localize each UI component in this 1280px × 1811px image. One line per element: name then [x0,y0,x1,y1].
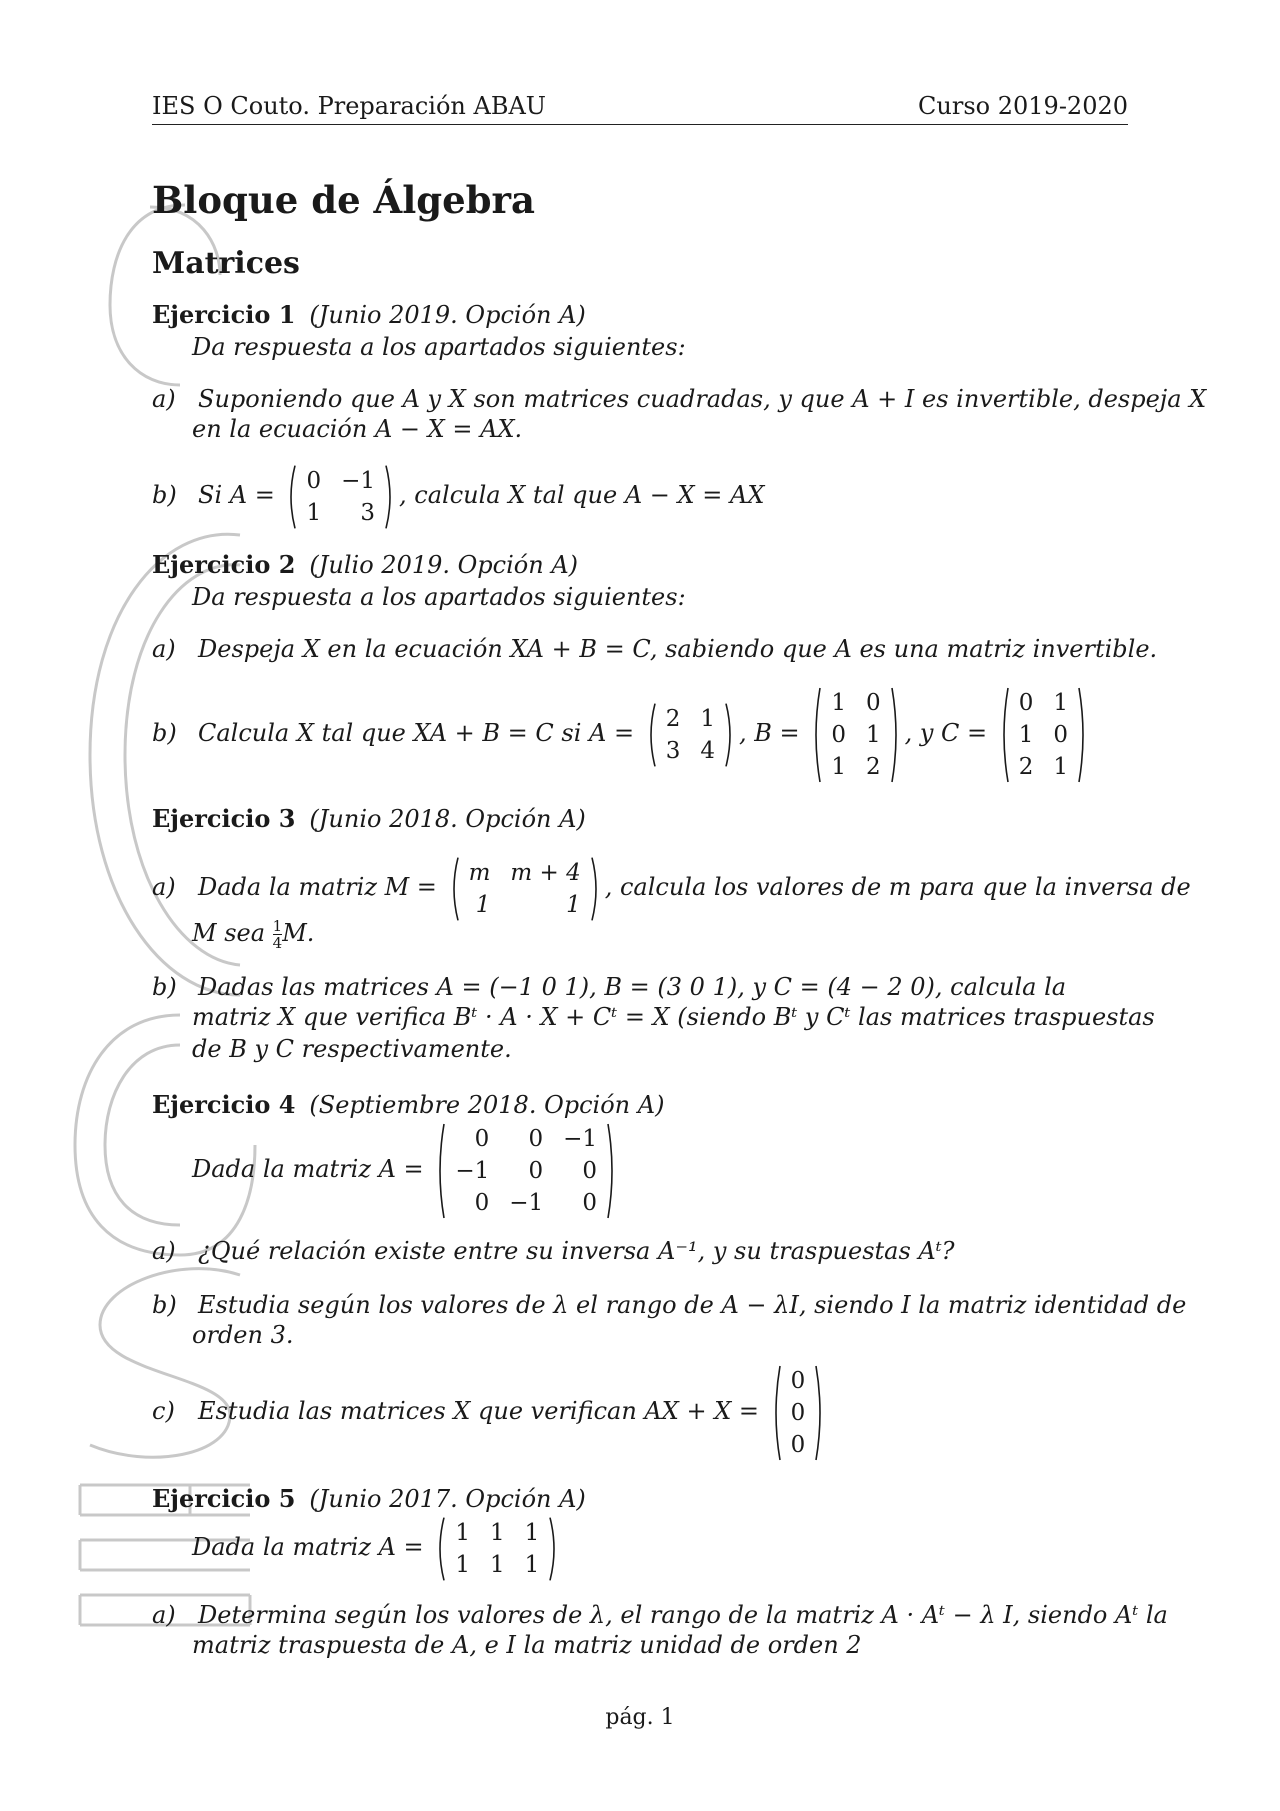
matrix-entry: 2 [665,705,681,732]
matrix-row [296,465,385,497]
matrix-a [435,1123,617,1219]
matrix-entry: 1 [831,689,846,716]
exercise-3-b-cont: matriz X que verifica Bᵗ · A · X + Cᵗ = X (siendo Bᵗ y Cᵗ las matrices traspuestas [192,1003,1155,1031]
matrix-row [781,1365,816,1397]
item-text: Dadas las matrices A = (−1 0 1), B = (3 0 1), y C = (4 − 2 0), calcula la [198,973,1067,1001]
matrix-entry: 1 [489,1551,505,1578]
matrix-entry: 0 [790,1431,806,1458]
matrix-entry: −1 [341,467,376,494]
header-school: IES O Couto. Preparación ABAU [152,92,547,120]
matrix-entry: 2 [1018,753,1034,780]
matrix-row [656,735,725,767]
exercise-1-a-cont: en la ecuación A − X = AX. [192,415,523,443]
matrix-row [1009,719,1078,751]
item-text: Estudia según los valores de λ el rango de A − λI, siendo I la matriz identidad de [198,1291,1187,1319]
item-text: Calcula X tal que XA + B = C si A = [198,719,635,747]
matrix-entry: 1 [455,1519,470,1546]
exercise-1-intro: Da respuesta a los apartados siguientes: [192,333,686,361]
matrix-row [1009,751,1078,783]
item-text: Si A = [198,481,275,509]
matrix-row [445,1187,607,1219]
page-title: Bloque de Álgebra [152,178,536,222]
matrix-body [445,1517,549,1581]
item-label: b) [152,481,177,509]
matrix-row [459,857,591,889]
item-text: Dada la matriz M = [198,873,437,901]
matrix-entry: m + 4 [510,859,581,886]
matrix-entry: 0 [790,1399,806,1426]
matrix-body [459,857,591,921]
matrix-entry: 3 [360,499,376,526]
item-text: , calcula los valores de m para que la inversa de [604,873,1191,901]
exercise-label: Ejercicio 1 [152,300,296,329]
exercise-1-heading [152,300,586,330]
exercise-source: (Septiembre 2018. Opción A) [309,1091,665,1119]
matrix-entry: 1 [831,753,846,780]
exercise-3-a-cont [192,918,314,951]
matrix-body [821,687,890,783]
fraction [273,918,283,951]
matrix-entry: 4 [700,737,716,764]
matrix-entry: 3 [665,737,681,764]
item-label: b) [152,973,177,1001]
matrix-entry: 0 [582,1157,598,1184]
matrix-row [445,1549,549,1581]
matrix-row [821,719,890,751]
section-title: Matrices [152,246,300,281]
matrix-entry: 0 [474,1189,490,1216]
item-text: , y C = [904,719,988,747]
exercise-source: (Junio 2019. Opción A) [309,301,586,329]
item-label: a) [152,385,176,413]
matrix-row [1009,687,1078,719]
exercise-source: (Junio 2017. Opción A) [309,1485,586,1513]
matrix-entry: −1 [509,1189,544,1216]
item-label: b) [152,719,177,747]
matrix-entry: m [468,859,491,886]
exercise-2-b [152,686,1092,783]
exercise-5-a [152,1600,1168,1630]
fraction-numerator: 1 [272,917,283,935]
matrix-row [781,1397,816,1429]
item-text: Estudia las matrices X que verifican AX + X = [198,1397,760,1425]
matrix-entry: 1 [865,721,881,748]
matrix-entry: 1 [1053,689,1069,716]
exercise-label: Ejercicio 3 [152,804,296,833]
matrix-zero [771,1365,826,1461]
matrix-entry: 1 [1018,721,1034,748]
item-text: Suponiendo que A y X son matrices cuadradas, y que A + I es invertible, despeja X [198,385,1207,413]
matrix-entry: 0 [528,1157,544,1184]
matrix-entry: 1 [455,1551,470,1578]
matrix-entry: 1 [524,1551,540,1578]
matrix-entry: 1 [700,705,716,732]
matrix-body [781,1365,816,1461]
matrix-entry: 0 [306,467,322,494]
exercise-label: Ejercicio 5 [152,1484,296,1513]
item-text: Dada la matriz A = [192,1533,424,1561]
exercise-5-a-cont: matriz traspuesta de A, e I la matriz unidad de orden 2 [192,1631,862,1659]
item-text: Dada la matriz A = [192,1155,424,1183]
matrix-entry: 0 [582,1189,598,1216]
matrix-c [999,687,1088,783]
matrix-row [781,1429,816,1461]
matrix-entry: 0 [790,1367,806,1394]
matrix-entry: 0 [474,1125,490,1152]
matrix-m [449,857,601,921]
item-text: , B = [739,719,800,747]
exercise-3-heading [152,804,586,834]
item-label: b) [152,1291,177,1319]
matrix-entry: 1 [475,891,491,918]
exercise-source: (Junio 2018. Opción A) [309,805,586,833]
matrix [286,465,395,529]
matrix-entry: 0 [1053,721,1069,748]
exercise-4-intro [192,1122,621,1219]
running-header [152,92,1128,125]
exercise-3-b [152,972,1066,1002]
item-label: c) [152,1397,175,1425]
matrix-entry: 0 [1018,689,1034,716]
item-text: , calcula X tal que A − X = AX [399,481,765,509]
exercise-4-c [152,1364,829,1461]
matrix-a [435,1517,559,1581]
matrix-row [296,497,385,529]
exercise-4-b-cont: orden 3. [192,1321,294,1349]
item-label: a) [152,1237,176,1265]
exercise-source: (Julio 2019. Opción A) [309,551,579,579]
exercise-4-a [152,1236,955,1266]
matrix-entry: 1 [489,1519,505,1546]
exercise-2-heading [152,550,578,580]
page-number: pág. 1 [605,1705,675,1730]
matrix-entry: 1 [566,891,581,918]
exercise-5-intro [192,1512,563,1582]
matrix-entry: 1 [524,1519,540,1546]
matrix-entry: 0 [865,689,881,716]
matrix-body [656,703,725,767]
exercise-3-a [152,852,1191,922]
item-text: M. [282,919,315,947]
item-label: a) [152,635,176,663]
exercise-1-b [152,460,764,530]
matrix-body [445,1123,607,1219]
fraction-denominator: 4 [272,934,283,952]
item-text: Determina según los valores de λ, el rango de la matriz A · Aᵗ − λ I, siendo Aᵗ la [198,1601,1168,1629]
matrix-row [821,751,890,783]
matrix-body [296,465,385,529]
matrix-entry: 2 [865,753,881,780]
matrix-row [821,687,890,719]
matrix-row [459,889,591,921]
exercise-4-b [152,1290,1186,1320]
item-label: a) [152,1601,176,1629]
matrix-a [646,703,735,767]
exercise-label: Ejercicio 2 [152,550,296,579]
item-text: Despeja X en la ecuación XA + B = C, sabiendo que A es una matriz invertible. [198,635,1158,663]
matrix-entry: 0 [831,721,846,748]
matrix-row [445,1123,607,1155]
matrix-entry: −1 [563,1125,598,1152]
matrix-entry: 1 [1053,753,1069,780]
exercise-3-b-cont2: de B y C respectivamente. [192,1035,512,1063]
exercise-1-a [152,384,1206,414]
exercise-2-a [152,634,1157,664]
matrix-row [445,1517,549,1549]
matrix-row [656,703,725,735]
matrix-entry: 0 [528,1125,544,1152]
exercise-5-heading [152,1484,586,1514]
matrix-body [1009,687,1078,783]
item-text: M sea [192,919,273,947]
matrix-b [811,687,900,783]
item-text: ¿Qué relación existe entre su inversa A⁻¹, y su traspuestas Aᵗ? [198,1237,955,1265]
exercise-2-intro: Da respuesta a los apartados siguientes: [192,583,686,611]
matrix-entry: 1 [306,499,322,526]
exercise-4-heading [152,1090,664,1120]
header-course: Curso 2019-2020 [918,92,1128,120]
exercise-label: Ejercicio 4 [152,1090,296,1119]
matrix-row [445,1155,607,1187]
matrix-entry: −1 [455,1157,490,1184]
item-label: a) [152,873,176,901]
